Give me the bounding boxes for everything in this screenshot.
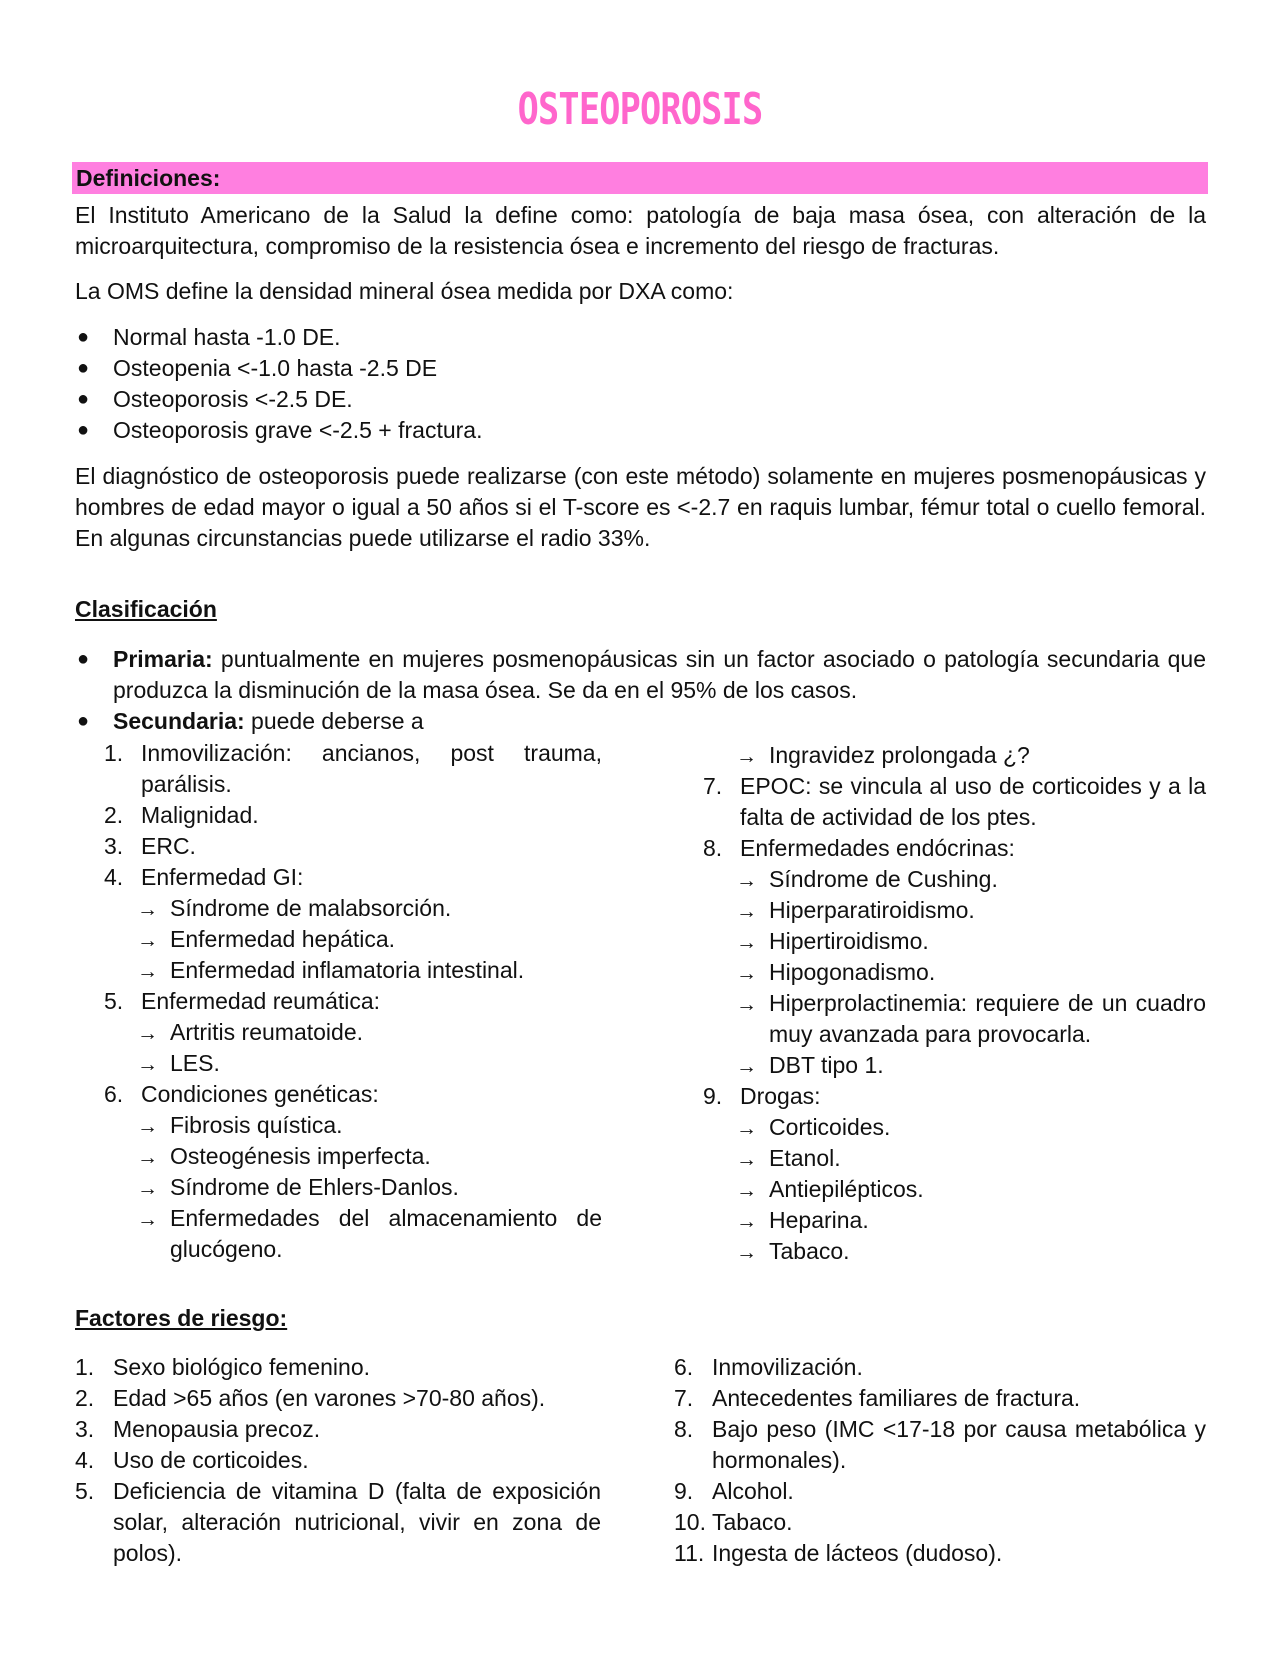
arrow-icon: → bbox=[736, 869, 757, 892]
item-number: 1. bbox=[104, 740, 124, 766]
item-text: Malignidad. bbox=[141, 802, 259, 828]
sub-item-text: Artritis reumatoide. bbox=[170, 1019, 364, 1045]
item-text: EPOC: se vincula al uso de corticoides y a la falta de actividad de los ptes. bbox=[740, 773, 1206, 830]
sub-item-text: Tabaco. bbox=[769, 1238, 850, 1264]
item-number: 1. bbox=[75, 1354, 95, 1380]
clasificacion-heading: Clasificación bbox=[75, 596, 217, 622]
arrow-icon: → bbox=[736, 993, 757, 1016]
arrow-icon: → bbox=[736, 745, 757, 768]
item-number: 5. bbox=[75, 1478, 95, 1504]
list-item bbox=[75, 353, 1206, 384]
list-item-secundaria bbox=[75, 706, 1206, 737]
sub-item-text: Enfermedades del almacenamiento de glucógeno. bbox=[170, 1205, 602, 1262]
clasificacion-bullet-list bbox=[75, 644, 1206, 737]
bullet-icon: ● bbox=[77, 357, 90, 379]
item-text: Enfermedad reumática: bbox=[141, 988, 381, 1014]
item-number: 9. bbox=[674, 1478, 694, 1504]
item-text: Enfermedades endócrinas: bbox=[740, 835, 1015, 861]
risk-factor-item bbox=[674, 1414, 1206, 1476]
sub-item bbox=[703, 1236, 1206, 1267]
sub-item bbox=[104, 1172, 602, 1203]
cause-item bbox=[104, 738, 602, 800]
item-number: 8. bbox=[674, 1416, 694, 1442]
arrow-icon: → bbox=[137, 960, 158, 983]
item-text: ERC. bbox=[141, 833, 196, 859]
sub-item bbox=[703, 864, 1206, 895]
arrow-icon: → bbox=[736, 931, 757, 954]
item-text: Bajo peso (IMC <17-18 por causa metabólica y hormonales). bbox=[712, 1416, 1206, 1473]
risk-factors-right-column bbox=[674, 1352, 1206, 1569]
list-item-text: Osteoporosis grave <-2.5 + fractura. bbox=[113, 417, 483, 443]
primaria-text: puntualmente en mujeres posmenopáusicas sin un factor asociado o patología secundaria que produzca la disminución de la masa ósea. Se da en el 95% de los casos. bbox=[113, 646, 1206, 703]
risk-factors-left-column bbox=[75, 1352, 601, 1569]
sub-item bbox=[703, 895, 1206, 926]
item-number: 7. bbox=[703, 773, 723, 799]
sub-item-text: Fibrosis quística. bbox=[170, 1112, 343, 1138]
risk-factor-item bbox=[674, 1538, 1206, 1569]
diagnosis-paragraph: El diagnóstico de osteoporosis puede realizarse (con este método) solamente en mujeres posmenopáusicas y hombres de edad mayor o igual a 50 años si el T-score es <-2.7 en raquis lumbar, fémur total o cuello femoral. En algunas circunstancias puede utilizarse el radio 33%. bbox=[75, 463, 1206, 551]
list-item-text: Normal hasta -1.0 DE. bbox=[113, 324, 341, 350]
item-text: Sexo biológico femenino. bbox=[113, 1354, 370, 1380]
primaria-label: Primaria: bbox=[113, 646, 213, 672]
arrow-icon: → bbox=[736, 1148, 757, 1171]
sub-item bbox=[703, 1174, 1206, 1205]
item-number: 5. bbox=[104, 988, 124, 1014]
risk-factor-item bbox=[674, 1383, 1206, 1414]
item-number: 6. bbox=[674, 1354, 694, 1380]
risk-factor-item bbox=[674, 1352, 1206, 1383]
item-text: Inmovilización: ancianos, post trauma, parálisis. bbox=[141, 740, 602, 797]
item-text: Alcohol. bbox=[712, 1478, 794, 1504]
arrow-icon: → bbox=[736, 1210, 757, 1233]
secundaria-text: puede deberse a bbox=[251, 708, 424, 734]
arrow-icon: → bbox=[137, 1115, 158, 1138]
item-text: Edad >65 años (en varones >70-80 años). bbox=[113, 1385, 546, 1411]
definiciones-heading: Definiciones: bbox=[76, 165, 221, 191]
risk-factor-item bbox=[75, 1383, 601, 1414]
item-text: Drogas: bbox=[740, 1083, 821, 1109]
list-item-primaria bbox=[75, 644, 1206, 706]
risk-factor-item bbox=[674, 1507, 1206, 1538]
list-item bbox=[75, 415, 1206, 446]
sub-item bbox=[104, 1203, 602, 1265]
item-text: Inmovilización. bbox=[712, 1354, 863, 1380]
cause-item bbox=[104, 800, 602, 831]
sub-item-text: Antiepilépticos. bbox=[769, 1176, 924, 1202]
cause-item bbox=[703, 771, 1206, 833]
item-text: Enfermedad GI: bbox=[141, 864, 304, 890]
sub-item bbox=[703, 1050, 1206, 1081]
dxa-bullet-list bbox=[75, 322, 1206, 446]
item-number: 4. bbox=[75, 1447, 95, 1473]
risk-factor-item bbox=[75, 1414, 601, 1445]
item-number: 6. bbox=[104, 1081, 124, 1107]
arrow-icon: → bbox=[736, 1241, 757, 1264]
sub-item bbox=[104, 1110, 602, 1141]
sub-item-text: Hiperprolactinemia: requiere de un cuadro muy avanzada para provocarla. bbox=[769, 990, 1206, 1047]
arrow-icon: → bbox=[137, 929, 158, 952]
arrow-icon: → bbox=[736, 962, 757, 985]
sub-item-text: Ingravidez prolongada ¿? bbox=[769, 742, 1030, 768]
risk-factor-item bbox=[75, 1352, 601, 1383]
sub-item bbox=[104, 1048, 602, 1079]
item-text: Uso de corticoides. bbox=[113, 1447, 309, 1473]
item-text: Condiciones genéticas: bbox=[141, 1081, 379, 1107]
sub-item bbox=[703, 1205, 1206, 1236]
sub-item bbox=[703, 1143, 1206, 1174]
sub-item-text: Osteogénesis imperfecta. bbox=[170, 1143, 431, 1169]
arrow-icon: → bbox=[736, 900, 757, 923]
item-number: 7. bbox=[674, 1385, 694, 1411]
page-title: OSTEOPOROSIS bbox=[517, 84, 763, 135]
item-text: Deficiencia de vitamina D (falta de exposición solar, alteración nutricional, vivir en zona de polos). bbox=[113, 1478, 601, 1566]
list-item-text: Osteopenia <-1.0 hasta -2.5 DE bbox=[113, 355, 438, 381]
cause-item bbox=[703, 833, 1206, 864]
sub-item-text: Hiperparatiroidismo. bbox=[769, 897, 975, 923]
sub-item bbox=[104, 1017, 602, 1048]
item-text: Menopausia precoz. bbox=[113, 1416, 321, 1442]
sub-item bbox=[104, 955, 602, 986]
cause-item bbox=[104, 862, 602, 893]
sub-item bbox=[104, 924, 602, 955]
list-item bbox=[75, 322, 1206, 353]
item-number: 3. bbox=[104, 833, 124, 859]
sub-item-text: Heparina. bbox=[769, 1207, 869, 1233]
sub-item bbox=[703, 1112, 1206, 1143]
arrow-icon: → bbox=[137, 1208, 158, 1231]
risk-factor-item bbox=[75, 1476, 601, 1569]
sub-item bbox=[703, 988, 1206, 1050]
item-number: 4. bbox=[104, 864, 124, 890]
sub-item-text: DBT tipo 1. bbox=[769, 1052, 884, 1078]
secundaria-label: Secundaria: bbox=[113, 708, 245, 734]
list-item-text: Osteoporosis <-2.5 DE. bbox=[113, 386, 353, 412]
item-text: Antecedentes familiares de fractura. bbox=[712, 1385, 1081, 1411]
arrow-icon: → bbox=[137, 1053, 158, 1076]
sub-item-text: Enfermedad inflamatoria intestinal. bbox=[170, 957, 525, 983]
causes-right-column bbox=[703, 740, 1206, 1267]
bullet-icon: ● bbox=[77, 710, 90, 732]
arrow-icon: → bbox=[137, 1177, 158, 1200]
sub-item bbox=[104, 1141, 602, 1172]
arrow-icon: → bbox=[736, 1055, 757, 1078]
bullet-icon: ● bbox=[77, 648, 90, 670]
bullet-icon: ● bbox=[77, 388, 90, 410]
sub-item-text: Síndrome de Ehlers-Danlos. bbox=[170, 1174, 459, 1200]
sub-item-text: Corticoides. bbox=[769, 1114, 891, 1140]
item-text: Ingesta de lácteos (dudoso). bbox=[712, 1540, 1003, 1566]
oms-paragraph: La OMS define la densidad mineral ósea medida por DXA como: bbox=[75, 278, 734, 304]
sub-item bbox=[703, 926, 1206, 957]
cause-item bbox=[104, 986, 602, 1017]
sub-item-text: LES. bbox=[170, 1050, 220, 1076]
sub-item bbox=[104, 893, 602, 924]
sub-item-text: Síndrome de malabsorción. bbox=[170, 895, 452, 921]
risk-factor-item bbox=[75, 1445, 601, 1476]
arrow-icon: → bbox=[736, 1117, 757, 1140]
arrow-icon: → bbox=[137, 898, 158, 921]
causes-left-column bbox=[104, 738, 602, 1265]
risk-factor-item bbox=[674, 1476, 1206, 1507]
sub-item-text: Hipertiroidismo. bbox=[769, 928, 929, 954]
item-text: Tabaco. bbox=[712, 1509, 793, 1535]
item-number: 9. bbox=[703, 1083, 723, 1109]
sub-item-text: Síndrome de Cushing. bbox=[769, 866, 998, 892]
item-number: 8. bbox=[703, 835, 723, 861]
bullet-icon: ● bbox=[77, 419, 90, 441]
cause-item bbox=[703, 1081, 1206, 1112]
arrow-icon: → bbox=[137, 1146, 158, 1169]
definiciones-heading-bar bbox=[72, 162, 1208, 194]
sub-item bbox=[703, 740, 1206, 771]
definition-paragraph: El Instituto Americano de la Salud la define como: patología de baja masa ósea, con alteración de la microarquitectura, compromiso de la resistencia ósea e incremento del riesgo de fracturas. bbox=[75, 202, 1206, 259]
arrow-icon: → bbox=[137, 1022, 158, 1045]
item-number: 2. bbox=[104, 802, 124, 828]
list-item bbox=[75, 384, 1206, 415]
item-number: 3. bbox=[75, 1416, 95, 1442]
item-number: 11. bbox=[674, 1540, 705, 1566]
sub-item-text: Enfermedad hepática. bbox=[170, 926, 396, 952]
item-number: 2. bbox=[75, 1385, 95, 1411]
item-number: 10. bbox=[674, 1509, 706, 1535]
cause-item bbox=[104, 831, 602, 862]
factores-heading: Factores de riesgo: bbox=[75, 1305, 288, 1331]
sub-item bbox=[703, 957, 1206, 988]
cause-item bbox=[104, 1079, 602, 1110]
sub-item-text: Etanol. bbox=[769, 1145, 841, 1171]
bullet-icon: ● bbox=[77, 326, 90, 348]
sub-item-text: Hipogonadismo. bbox=[769, 959, 936, 985]
arrow-icon: → bbox=[736, 1179, 757, 1202]
